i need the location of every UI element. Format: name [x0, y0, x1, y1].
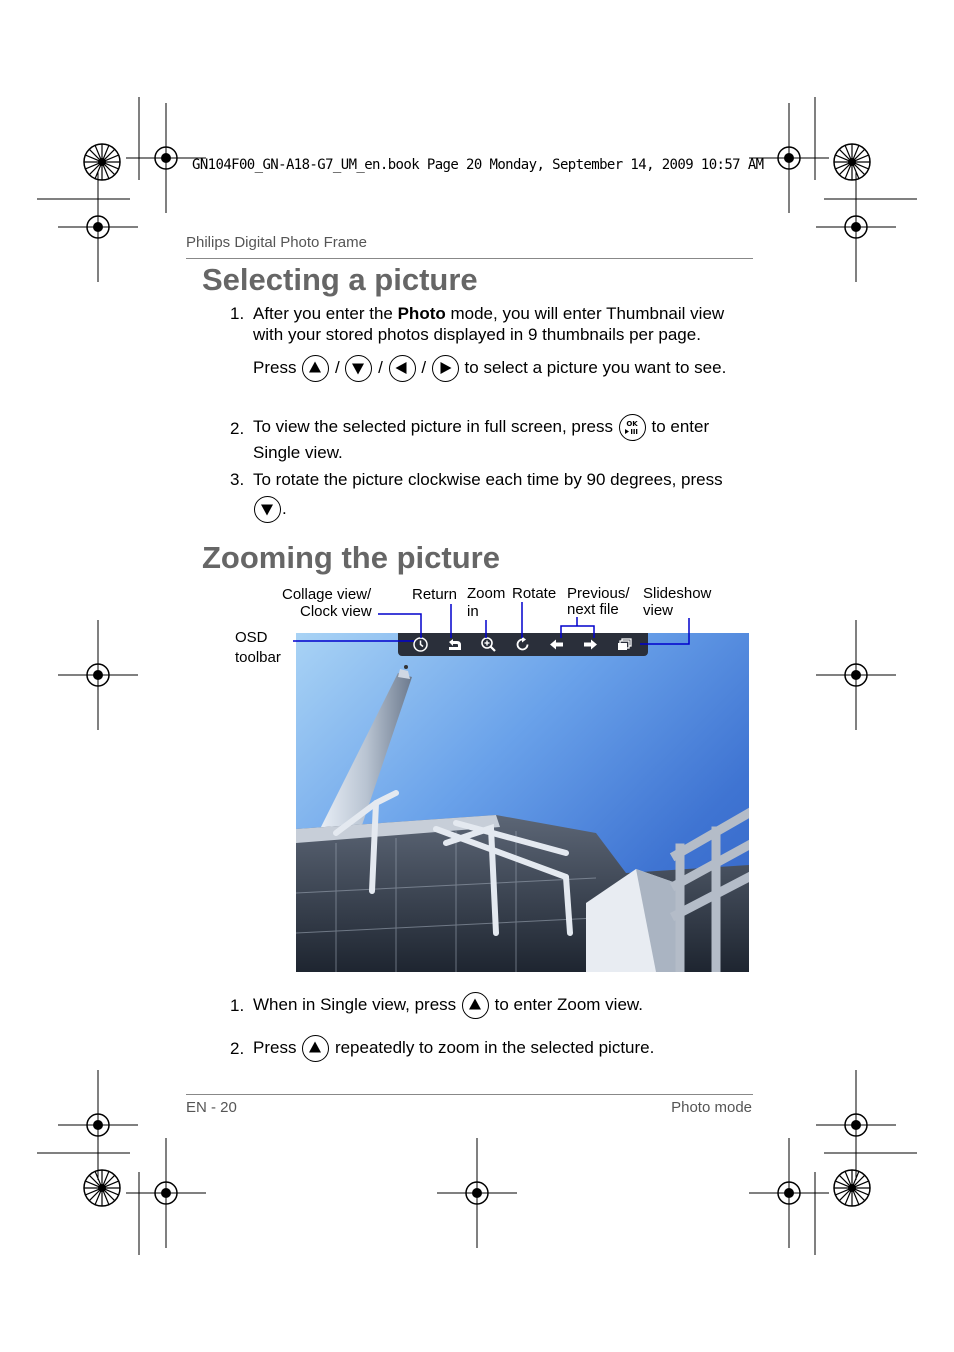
label-zoom-in: in — [467, 603, 479, 620]
label-rotate: Rotate — [512, 585, 557, 602]
label-previous: Previous/ — [567, 585, 630, 602]
up-button-icon — [302, 1035, 329, 1062]
zooming-step-2: 2. Press repeatedly to zoom in the selected picture. — [230, 1034, 750, 1062]
label-clock-view: Clock view — [300, 603, 372, 620]
previous-icon[interactable] — [548, 636, 565, 653]
book-info-line: GN104F00_GN-A18-G7_UM_en.book Page 20 Monday, September 14, 2009 10:57 AM — [192, 157, 764, 173]
section-heading-zooming: Zooming the picture — [202, 540, 500, 575]
selecting-step-2: 2. To view the selected picture in full screen, press OK to enter Single view. — [230, 414, 750, 465]
photo-scene — [296, 633, 749, 972]
sample-photo — [296, 633, 749, 972]
footer-chapter: Photo mode — [671, 1099, 752, 1116]
label-collage-view: Collage view/ — [282, 586, 372, 603]
ok-play-pause-button-icon — [619, 414, 646, 441]
label-toolbar: toolbar — [235, 649, 281, 666]
right-button-icon — [432, 355, 459, 382]
label-next-file: next file — [567, 601, 619, 618]
label-slideshow-view: view — [643, 602, 674, 619]
slideshow-icon[interactable] — [616, 636, 633, 653]
up-button-icon — [302, 355, 329, 382]
label-slideshow: Slideshow — [643, 585, 712, 602]
rotate-icon[interactable] — [514, 636, 531, 653]
return-icon[interactable] — [446, 636, 463, 653]
next-icon[interactable] — [582, 636, 599, 653]
header-title: Philips Digital Photo Frame — [186, 234, 367, 251]
selecting-step-1: 1. After you enter the Photo mode, you will enter Thumbnail view with your stored photos displayed in 9 thumbnails per page. Press / / / to select a picture you want to see. — [230, 303, 750, 382]
selecting-step-3: 3. To rotate the picture clockwise each time by 90 degrees, press . — [230, 469, 750, 523]
up-button-icon — [462, 992, 489, 1019]
down-button-icon — [254, 496, 281, 523]
left-button-icon — [389, 355, 416, 382]
section-heading-selecting: Selecting a picture — [202, 262, 478, 297]
footer-rule — [186, 1094, 753, 1095]
label-zoom: Zoom — [467, 585, 506, 602]
header-rule — [186, 258, 753, 259]
zooming-step-1: 1. When in Single view, press to enter Zoom view. — [230, 991, 750, 1019]
clock-icon[interactable] — [412, 636, 429, 653]
zoom-in-icon[interactable] — [480, 636, 497, 653]
page-number: EN - 20 — [186, 1099, 237, 1116]
svg-text:OK: OK — [626, 420, 638, 428]
label-osd: OSD — [235, 629, 268, 646]
down-button-icon — [345, 355, 372, 382]
osd-toolbar — [398, 633, 648, 656]
label-return: Return — [412, 586, 458, 603]
